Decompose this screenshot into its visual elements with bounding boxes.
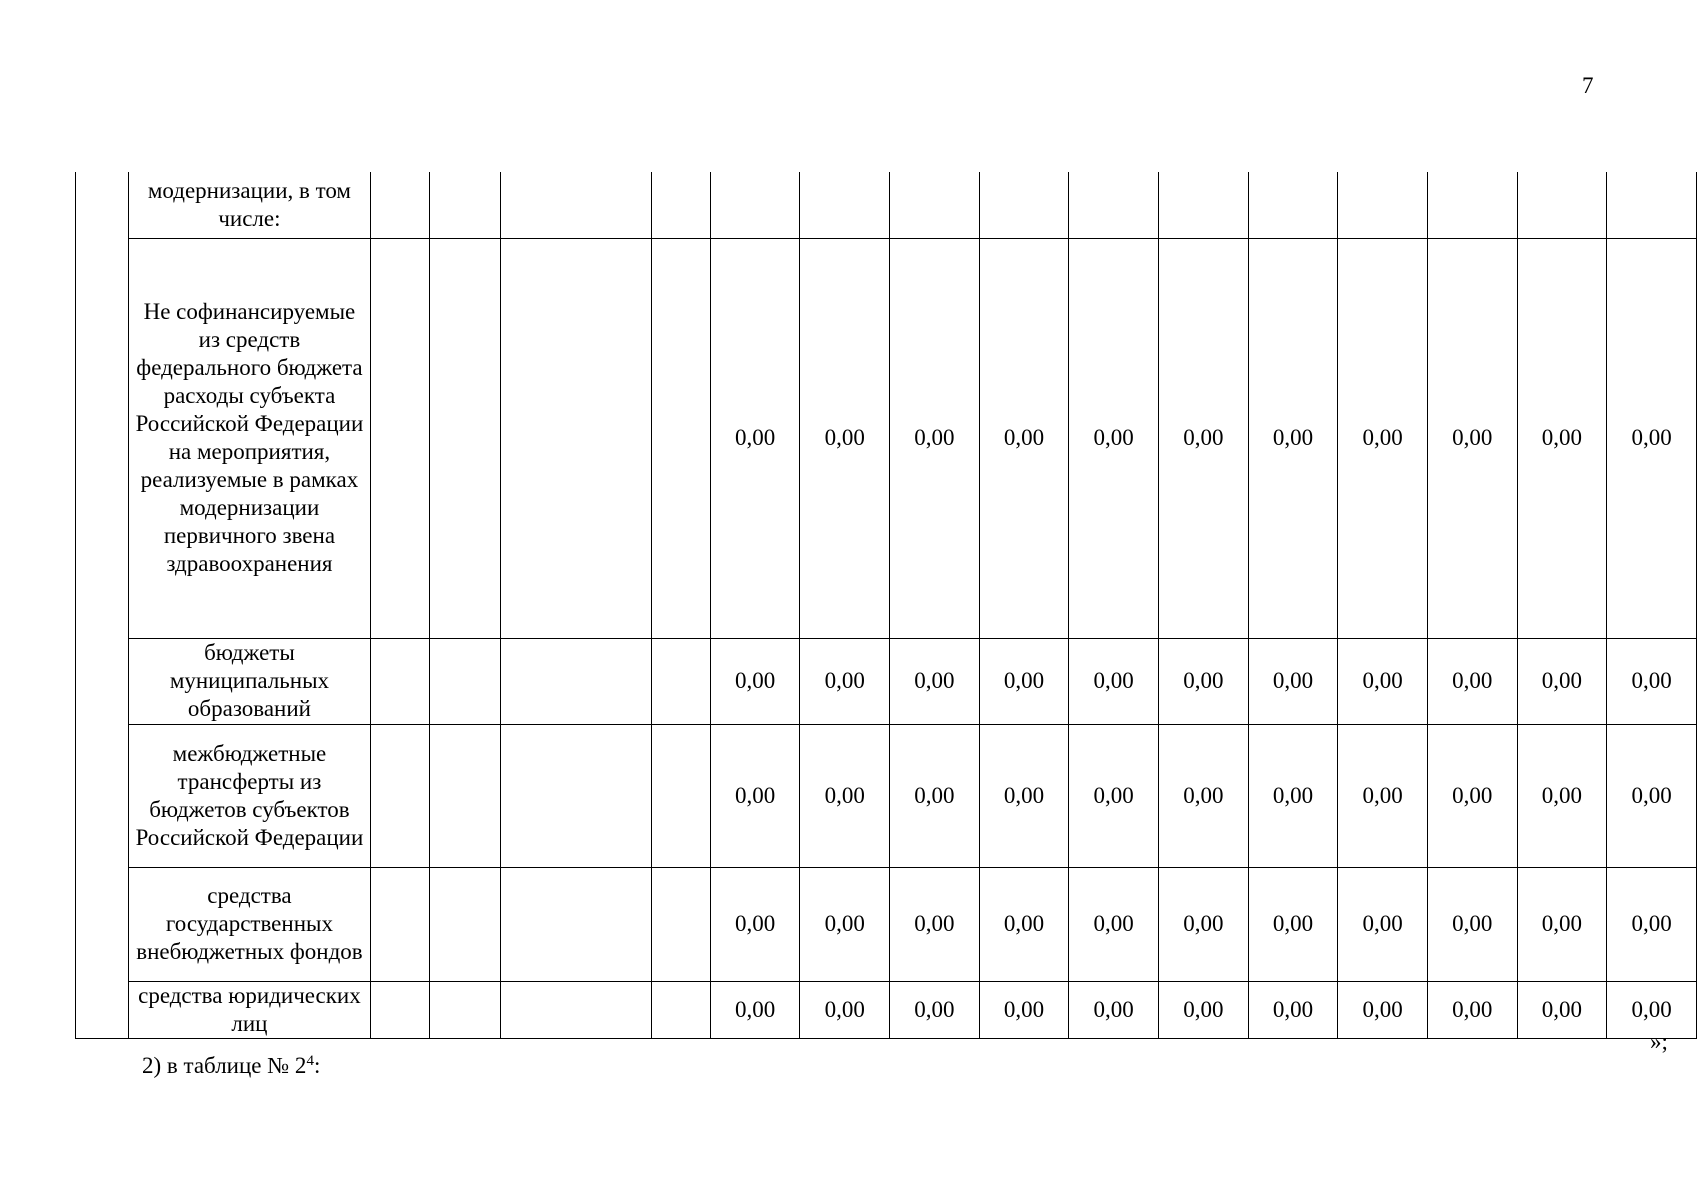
value-cell xyxy=(800,172,890,238)
empty-cell xyxy=(429,981,500,1038)
table-row xyxy=(76,238,1697,638)
value-cell xyxy=(1069,172,1159,238)
row-label: межбюджетные трансферты из бюджетов субъектов Российской Федерации xyxy=(128,724,371,867)
empty-cell xyxy=(501,238,652,638)
value-cell: 0,00 xyxy=(710,981,800,1038)
value-cell: 0,00 xyxy=(1069,724,1159,867)
value-cell: 0,00 xyxy=(979,638,1069,724)
row-label: бюджеты муниципальных образований xyxy=(128,638,371,724)
row-label: средства государственных внебюджетных фондов xyxy=(128,867,371,981)
value-cell: 0,00 xyxy=(890,981,980,1038)
value-cell: 0,00 xyxy=(1069,981,1159,1038)
value-cell xyxy=(979,172,1069,238)
value-cell: 0,00 xyxy=(1069,867,1159,981)
value-cell: 0,00 xyxy=(1517,981,1607,1038)
value-cell: 0,00 xyxy=(1427,638,1517,724)
page-number: 7 xyxy=(1582,73,1594,98)
value-cell: 0,00 xyxy=(800,238,890,638)
value-cell: 0,00 xyxy=(1607,724,1697,867)
value-cell: 0,00 xyxy=(1159,638,1249,724)
value-cell: 0,00 xyxy=(1517,867,1607,981)
value-cell: 0,00 xyxy=(1427,238,1517,638)
value-cell: 0,00 xyxy=(1338,638,1428,724)
empty-cell xyxy=(652,724,711,867)
table-row xyxy=(76,172,1697,238)
empty-cell xyxy=(371,172,430,238)
value-cell: 0,00 xyxy=(1159,238,1249,638)
table-row xyxy=(76,638,1697,724)
empty-cell xyxy=(371,638,430,724)
list-item xyxy=(142,1052,320,1080)
empty-cell xyxy=(429,724,500,867)
value-cell: 0,00 xyxy=(1159,981,1249,1038)
value-cell: 0,00 xyxy=(1248,724,1338,867)
value-cell: 0,00 xyxy=(1517,238,1607,638)
value-cell: 0,00 xyxy=(1338,981,1428,1038)
value-cell: 0,00 xyxy=(1607,638,1697,724)
table-row xyxy=(76,981,1697,1038)
value-cell: 0,00 xyxy=(979,981,1069,1038)
value-cell xyxy=(710,172,800,238)
item-text: 2) в таблице № 2 xyxy=(142,1053,307,1078)
empty-cell xyxy=(501,867,652,981)
value-cell: 0,00 xyxy=(1427,981,1517,1038)
outer-cell xyxy=(76,172,129,1038)
empty-cell xyxy=(652,238,711,638)
value-cell: 0,00 xyxy=(1248,238,1338,638)
budget-table xyxy=(75,172,1697,1039)
table-row xyxy=(76,867,1697,981)
value-cell xyxy=(1517,172,1607,238)
value-cell: 0,00 xyxy=(800,981,890,1038)
value-cell: 0,00 xyxy=(979,238,1069,638)
closing-quote: »; xyxy=(1650,1029,1668,1054)
value-cell: 0,00 xyxy=(1338,867,1428,981)
row-label: Не софинансируемые из средств федерального бюджета расходы субъекта Российской Федерации на мероприятия, реализуемые в рамках модернизации первичного звена здравоохранения xyxy=(128,238,371,638)
value-cell: 0,00 xyxy=(1159,724,1249,867)
value-cell: 0,00 xyxy=(1069,238,1159,638)
value-cell: 0,00 xyxy=(1607,981,1697,1038)
value-cell: 0,00 xyxy=(800,867,890,981)
empty-cell xyxy=(652,172,711,238)
value-cell: 0,00 xyxy=(979,724,1069,867)
empty-cell xyxy=(501,638,652,724)
item-superscript: 4 xyxy=(306,1053,314,1069)
value-cell xyxy=(890,172,980,238)
empty-cell xyxy=(429,867,500,981)
value-cell: 0,00 xyxy=(1338,724,1428,867)
value-cell xyxy=(1159,172,1249,238)
value-cell: 0,00 xyxy=(710,724,800,867)
value-cell: 0,00 xyxy=(800,638,890,724)
value-cell: 0,00 xyxy=(890,238,980,638)
empty-cell xyxy=(371,724,430,867)
empty-cell xyxy=(652,638,711,724)
empty-cell xyxy=(371,981,430,1038)
empty-cell xyxy=(371,238,430,638)
value-cell xyxy=(1607,172,1697,238)
value-cell xyxy=(1338,172,1428,238)
value-cell: 0,00 xyxy=(890,638,980,724)
empty-cell xyxy=(429,172,500,238)
value-cell: 0,00 xyxy=(1427,867,1517,981)
value-cell: 0,00 xyxy=(890,724,980,867)
value-cell: 0,00 xyxy=(1427,724,1517,867)
row-label: модернизации, в том числе: xyxy=(128,172,371,238)
empty-cell xyxy=(429,238,500,638)
value-cell: 0,00 xyxy=(800,724,890,867)
empty-cell xyxy=(429,638,500,724)
value-cell: 0,00 xyxy=(1607,238,1697,638)
value-cell: 0,00 xyxy=(710,638,800,724)
value-cell: 0,00 xyxy=(890,867,980,981)
value-cell: 0,00 xyxy=(1248,867,1338,981)
empty-cell xyxy=(501,172,652,238)
value-cell: 0,00 xyxy=(1607,867,1697,981)
value-cell: 0,00 xyxy=(710,238,800,638)
value-cell: 0,00 xyxy=(710,867,800,981)
value-cell: 0,00 xyxy=(1517,638,1607,724)
empty-cell xyxy=(652,981,711,1038)
value-cell: 0,00 xyxy=(1517,724,1607,867)
value-cell: 0,00 xyxy=(1248,638,1338,724)
empty-cell xyxy=(501,981,652,1038)
value-cell: 0,00 xyxy=(1159,867,1249,981)
value-cell xyxy=(1427,172,1517,238)
value-cell: 0,00 xyxy=(1069,638,1159,724)
empty-cell xyxy=(371,867,430,981)
item-suffix: : xyxy=(313,1053,321,1078)
table-row xyxy=(76,724,1697,867)
empty-cell xyxy=(652,867,711,981)
row-label: средства юридических лиц xyxy=(128,981,371,1038)
value-cell: 0,00 xyxy=(979,867,1069,981)
value-cell: 0,00 xyxy=(1338,238,1428,638)
value-cell xyxy=(1248,172,1338,238)
empty-cell xyxy=(501,724,652,867)
value-cell: 0,00 xyxy=(1248,981,1338,1038)
